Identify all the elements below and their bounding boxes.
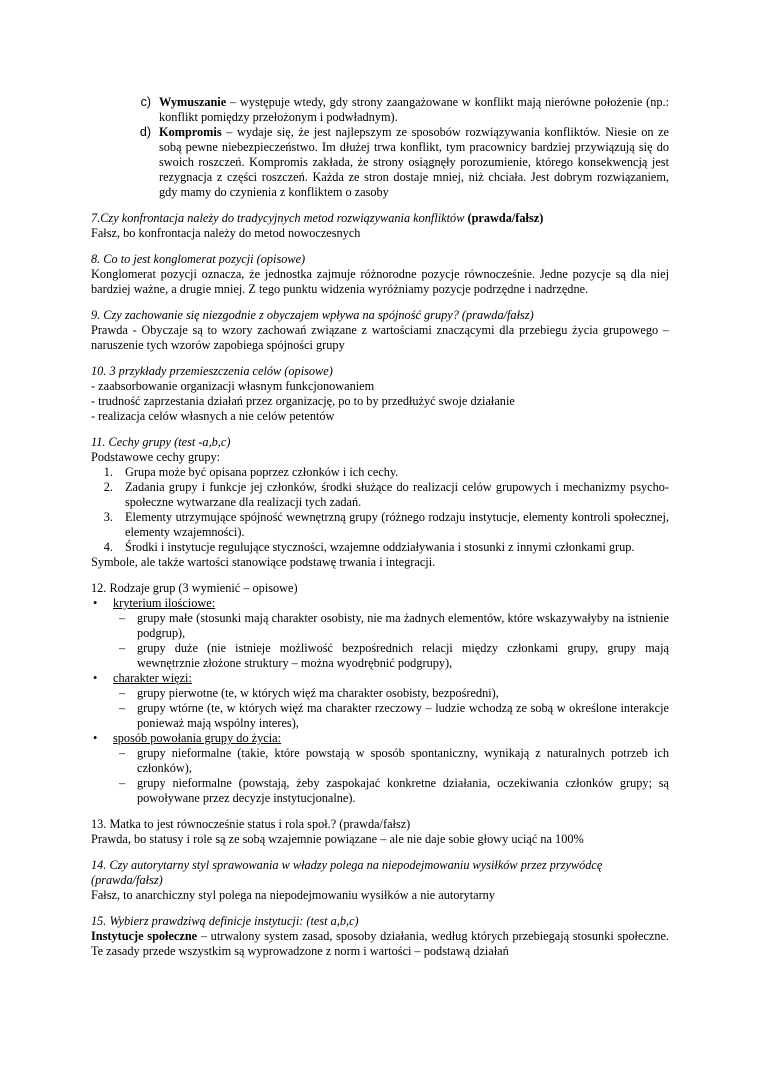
list-item: 1. Grupa może być opisana poprzez członków i ich cechy. — [103, 465, 399, 479]
list-item — [91, 125, 669, 200]
bullet-icon: • — [93, 731, 98, 745]
term: Kompromis — [159, 125, 222, 139]
question-text: 7.Czy konfrontacja należy do tradycyjnych metod rozwiązywania konfliktów — [91, 211, 465, 225]
bullet-item: • kryterium ilościowe: — [93, 596, 216, 610]
bullet-item: • sposób powołania grupy do życia: — [93, 731, 282, 745]
term: Wymuszanie — [159, 95, 227, 109]
bullet-icon: • — [93, 671, 98, 685]
list-item: - trudność zaprzestania działań przez organizację, po to by przedłużyć swoje działanie — [91, 394, 515, 408]
question-10 — [91, 364, 669, 424]
question-text: 12. Rodzaje grup (3 wymienić – opisowe) — [91, 581, 298, 595]
lettered-list — [91, 95, 669, 200]
dash-item: – grupy nieformalne (takie, które powstają w sposób spontaniczny, wynikają z naturalnych potrzeb ich członków), — [119, 746, 669, 775]
definition: – występuje wtedy, gdy strony zaangażowane w konflikt mają nierówne położenie (np.: konflikt pomiędzy przełożonym i podwładnym). — [159, 95, 669, 124]
answer-lead: Prawda - — [91, 323, 142, 337]
dash-item: – grupy pierwotne (te, w których więź ma charakter osobisty, bezpośredni), — [119, 686, 499, 700]
answer-text: Konglomerat pozycji oznacza, że jednostka zajmuje różnorodne pozycje równocześnie. Jedne pozycje są dla niej bardziej ważne, a drugie mniej. Z tego punktu widzenia wyróżniamy pozycje podrzędne i nadrzędne. — [91, 267, 669, 296]
answer-text: Fałsz, to anarchiczny styl polega na niepodejmowaniu wysiłków a nie autorytarny — [91, 888, 495, 902]
dash-item: – grupy nieformalne (powstają, żeby zaspokajać konkretne działania, oczekiwania członków grupy; są powoływane przez decyzje instytucjonalne). — [119, 776, 669, 805]
question-9 — [91, 308, 669, 353]
question-11 — [91, 435, 669, 570]
document-page — [91, 95, 669, 959]
question-text: 8. Co to jest konglomerat pozycji (opisowe) — [91, 252, 306, 266]
answer-text: – utrwalony system zasad, sposoby działania, według których przebiegają stosunki społeczne. Te zasady przede wszystkim są wyprowadzone z norm i wartości – podstawą działań — [91, 929, 669, 958]
question-type: (prawda/fałsz) — [464, 211, 544, 225]
question-12 — [91, 581, 669, 806]
answer-text: Obyczaje są to wzory zachowań związane z wartościami znaczącymi dla przebiegu życia grupowego – naruszenie tych wzorów zapobiega spójności grupy — [91, 323, 669, 352]
question-text: 14. Czy autorytarny styl sprawowania w władzy polega na niepodejmowaniu wysiłków przez przywódcę (prawda/fałsz) — [91, 858, 603, 887]
question-7 — [91, 211, 669, 241]
dash-item: – grupy małe (stosunki mają charakter osobisty, nie ma żadnych elementów, które wskazywałyby na istnienie podgrup), — [119, 611, 669, 640]
question-14 — [91, 858, 669, 903]
term: Instytucje społeczne — [91, 929, 198, 943]
question-text: 10. 3 przykłady przemieszczenia celów (opisowe) — [91, 364, 333, 378]
list-marker: d) — [139, 125, 151, 139]
answer-text: Prawda, bo statusy i role są ze sobą wzajemnie powiązane – ale nie daje sobie głowy uciąć na 100% — [91, 832, 584, 846]
outro-text: Symbole, ale także wartości stanowiące podstawę trwania i integracji. — [91, 555, 436, 569]
question-text: 15. Wybierz prawdziwą definicje instytucji: (test a,b,c) — [91, 914, 359, 928]
bullet-icon: • — [93, 596, 98, 610]
question-13 — [91, 817, 669, 847]
answer-text: Fałsz, bo konfrontacja należy do metod nowoczesnych — [91, 226, 361, 240]
list-marker: c) — [140, 95, 151, 109]
question-15 — [91, 914, 669, 959]
definition: – wydaje się, że jest najlepszym ze sposobów rozwiązywania konfliktów. Niesie on ze sobą pewne niebezpieczeństwo. Im dłużej trwa konflikt, tym pracownicy bardziej przywiązują się do swoich roszczeń. Kompromis zakłada, że strony osiągnęły porozumienie, którego konsekwencją jest rezygnacja z części roszczeń. Każda ze stron dostaje mniej, niż chciała. Jest dobrym rozwiązaniem, gdy mamy do czynienia z konfliktem o zasoby — [159, 125, 669, 199]
list-item: 4. Środki i instytucje regulujące styczności, wzajemne oddziaływania i stosunki z innymi członkami grup. — [103, 540, 635, 554]
question-text: 13. Matka to jest równocześnie status i rola społ.? (prawda/fałsz) — [91, 817, 411, 831]
dash-item: – grupy wtórne (te, w których więź ma charakter rzeczowy – ludzie wchodzą ze sobą w określone interakcje ponieważ mają wspólny interes), — [119, 701, 669, 730]
list-item: - zaabsorbowanie organizacji własnym funkcjonowaniem — [91, 379, 375, 393]
list-item — [91, 95, 669, 125]
list-item: 2. Zadania grupy i funkcje jej członków, środki służące do realizacji celów grupowych i mechanizmy psycho-społeczne wytwarzane dla realizacji tych zadań. — [103, 480, 669, 509]
intro-text: Podstawowe cechy grupy: — [91, 450, 221, 464]
question-8 — [91, 252, 669, 297]
dash-item: – grupy duże (nie istnieje możliwość bezpośrednich relacji między członkami grupy, grupy mają wewnętrznie złożone struktury – można wyodrębnić podgrupy), — [119, 641, 669, 670]
question-text: 9. Czy zachowanie się niezgodnie z obyczajem wpływa na spójność grupy? (prawda/fałsz) — [91, 308, 534, 322]
list-item: 3. Elementy utrzymujące spójność wewnętrzną grupy (różnego rodzaju instytucje, elementy kontroli społecznej, elementy wzajemności). — [103, 510, 669, 539]
bullet-item: • charakter więzi: — [93, 671, 192, 685]
question-text: 11. Cechy grupy (test -a,b,c) — [91, 435, 231, 449]
list-item: - realizacja celów własnych a nie celów petentów — [91, 409, 335, 423]
